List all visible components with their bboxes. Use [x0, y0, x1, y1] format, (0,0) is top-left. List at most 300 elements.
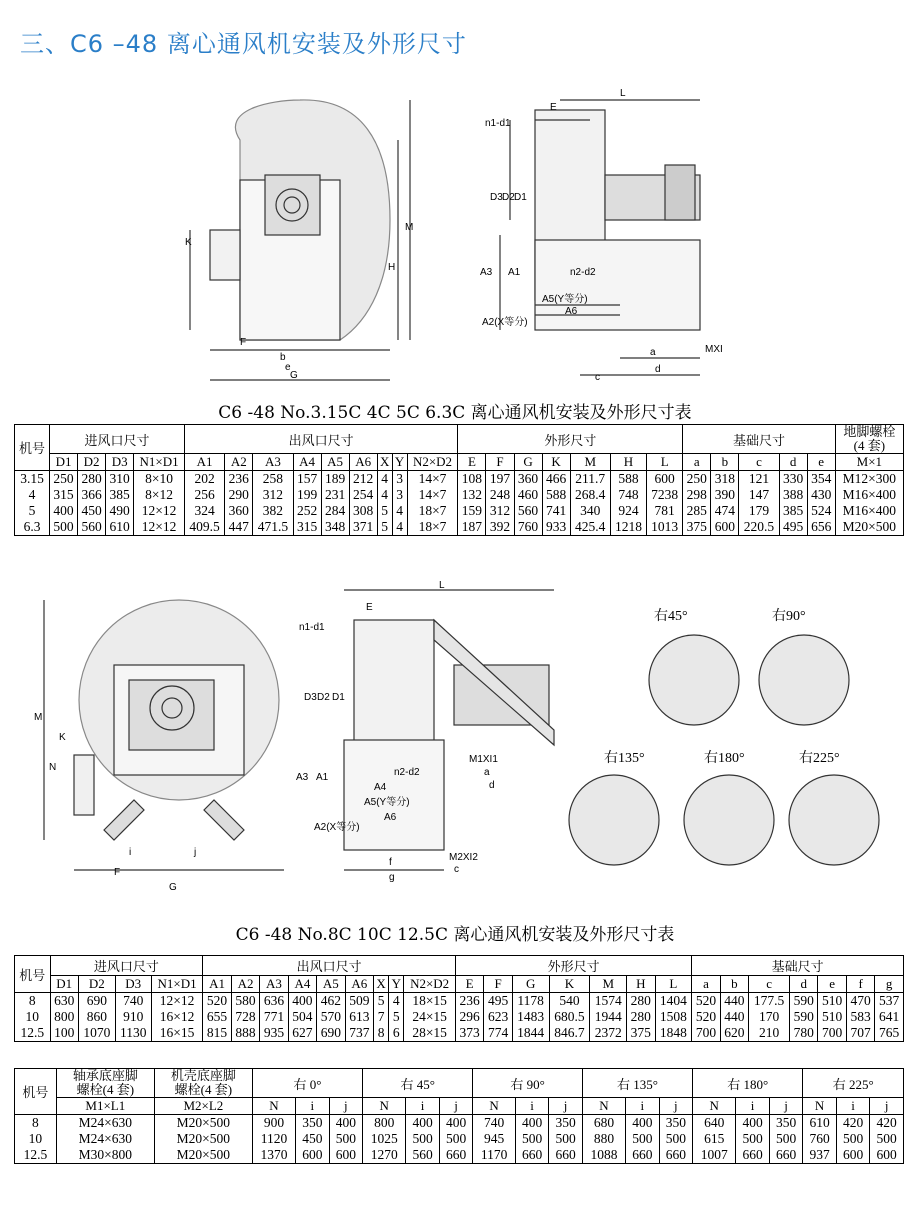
- table1-cell: 308: [353, 503, 374, 518]
- table1-column-cell: [711, 471, 739, 536]
- fig2-label-m: M: [34, 712, 43, 723]
- fig2-label-d3: D3: [304, 692, 317, 703]
- t3-header-casing-bolt: 机壳底座脚 螺栓(4 套): [154, 1069, 252, 1098]
- table2-cell: 16×15: [159, 1025, 195, 1040]
- table3-cell: 1170: [480, 1147, 508, 1162]
- table2-cell: 641: [879, 1009, 900, 1024]
- table3-cell: 800: [374, 1115, 395, 1130]
- table3-cell: M24×630: [78, 1115, 133, 1130]
- table1-cell: 385: [109, 487, 130, 502]
- table2-cell: 680.5: [554, 1009, 585, 1024]
- table1-column-cell: [134, 471, 185, 536]
- fig2-label-j: j: [194, 847, 197, 858]
- table1-column-cell: [458, 471, 486, 536]
- table2-cell: 4: [392, 993, 400, 1008]
- table2-cell: 613: [349, 1009, 370, 1024]
- table2-cell: 690: [86, 993, 107, 1008]
- table1-column-cell: [377, 471, 392, 536]
- table2-cell: 1844: [517, 1025, 545, 1040]
- table1-cell: 159: [461, 503, 483, 518]
- fig1-label-d3: D3: [490, 192, 503, 203]
- table1-cell: 256: [194, 487, 215, 502]
- table1-subheader: N1×D1: [134, 454, 185, 471]
- table3-column-cell: [693, 1115, 736, 1164]
- table3-cell: M20×500: [176, 1115, 231, 1130]
- fan-drawing-small-models: [180, 80, 740, 390]
- table1-cell: 781: [654, 503, 675, 518]
- table2-column-cell: [231, 993, 259, 1042]
- table2-subheader: E: [455, 976, 483, 993]
- table1-cell: 330: [783, 471, 804, 486]
- table3-column-cell: [329, 1115, 363, 1164]
- table3-subheader: M1×L1: [56, 1098, 154, 1115]
- table2-cell: 537: [879, 993, 900, 1008]
- table3-column-cell: [56, 1115, 154, 1164]
- fan-drawing-large-models: [14, 580, 904, 910]
- fig1-label-mxi: MXI: [705, 344, 723, 355]
- fig1-label-l: L: [620, 88, 626, 99]
- table1-cell: 179: [748, 503, 770, 518]
- fig2-label-c: c: [454, 864, 459, 875]
- table2-subheader: M: [590, 976, 627, 993]
- table3-subheader: N: [363, 1098, 406, 1115]
- table1-cell: 741: [545, 503, 567, 518]
- table3-cell: 1088: [590, 1147, 618, 1162]
- table1-cell: 268.4: [575, 487, 606, 502]
- table1-cell: 400: [53, 503, 74, 518]
- fig2-label-a1: A1: [316, 772, 329, 783]
- table1-cell: 600: [714, 519, 735, 534]
- table1-cell: 371: [353, 519, 374, 534]
- table2-subheader: A2: [231, 976, 259, 993]
- table1-cell: 14×7: [418, 471, 447, 486]
- table3-subheader: i: [515, 1098, 549, 1115]
- table2-cell: 462: [320, 993, 341, 1008]
- table3-subheader: N: [803, 1098, 837, 1115]
- table1-cell: 354: [811, 471, 832, 486]
- table3-machine-no: 10: [28, 1131, 43, 1146]
- table1-cell: 3: [396, 487, 403, 502]
- table3-cell: 500: [842, 1131, 864, 1146]
- table2-subheader: Y: [389, 976, 404, 993]
- table2: [14, 955, 904, 1042]
- table1-cell: 409.5: [189, 519, 220, 534]
- table2-cell: 774: [487, 1025, 509, 1040]
- table2-subheader: A1: [203, 976, 231, 993]
- table2-cell: 5: [392, 1009, 400, 1024]
- table1-cell: 290: [228, 487, 249, 502]
- table3-cell: 350: [665, 1115, 686, 1130]
- table1-cell: 258: [262, 471, 284, 486]
- table3-cell: 400: [632, 1115, 653, 1130]
- table1-cell: 254: [353, 487, 374, 502]
- table3-cell: 500: [742, 1131, 763, 1146]
- t1-header-outlet: 出风口尺寸: [184, 425, 457, 454]
- table3-subheader: N: [473, 1098, 516, 1115]
- table1-subheader: G: [514, 454, 542, 471]
- table1-cell: 8×12: [145, 487, 173, 502]
- table3-cell: 400: [521, 1115, 543, 1130]
- table1-cell: 388: [783, 487, 804, 502]
- t3-header-r135: 右 135°: [582, 1069, 692, 1098]
- table2-column-cell: [260, 993, 288, 1042]
- table1-cell: 390: [714, 487, 735, 502]
- table3-column-cell: [154, 1115, 252, 1164]
- table1-cell: 447: [228, 519, 249, 534]
- table2-cell: 170: [758, 1009, 780, 1024]
- table3-column-cell: [363, 1115, 406, 1164]
- table1-subheader: D2: [78, 454, 106, 471]
- fig2-label-d: d: [489, 780, 495, 791]
- table2-cell: 28×15: [412, 1025, 447, 1040]
- table1-cell: 248: [489, 487, 511, 502]
- table3-cell: 610: [809, 1115, 830, 1130]
- table1-column-cell: [407, 471, 458, 536]
- table1: [14, 424, 904, 536]
- table2-cell: 1070: [83, 1025, 111, 1040]
- rotation-label-225: 右225°: [799, 751, 840, 766]
- table1-subheader: a: [683, 454, 711, 471]
- table1-cell: M16×400: [842, 487, 897, 502]
- table1-cell: 748: [618, 487, 639, 502]
- table3-subheader: j: [439, 1098, 473, 1115]
- fig1-label-n1d1: n1-d1: [485, 118, 511, 129]
- table1-cell: 8×10: [145, 471, 173, 486]
- t3-header-machine: 机号: [15, 1069, 57, 1115]
- table1-cell: 231: [324, 487, 346, 502]
- fig2-label-m2xi2: M2XI2: [449, 852, 478, 863]
- table1-cell: 360: [517, 471, 539, 486]
- table3-cell: 400: [445, 1115, 467, 1130]
- table2-cell: 520: [695, 993, 717, 1008]
- table1-cell: 250: [53, 471, 74, 486]
- table3-column-cell: [582, 1115, 625, 1164]
- fig2-label-n: N: [49, 762, 57, 773]
- table2-subheader: F: [484, 976, 512, 993]
- table3-cell: 937: [809, 1147, 830, 1162]
- table1-cell: 924: [618, 503, 639, 518]
- table2-cell: 6: [392, 1025, 400, 1040]
- fig2-label-a4: A4: [374, 782, 387, 793]
- table2-cell: 737: [349, 1025, 370, 1040]
- fig2-label-g: G: [169, 882, 177, 893]
- table1-cell: 236: [228, 471, 249, 486]
- table2-cell: 1574: [594, 993, 622, 1008]
- table2-machine-no: 8: [28, 993, 36, 1008]
- fig1-label-a: a: [650, 347, 656, 358]
- table1-caption: C6 -48 No.3.15C 4C 5C 6.3C 离心通风机安装及外形尺寸表: [218, 403, 692, 423]
- table2-column-cell: [590, 993, 627, 1042]
- table1-column-cell: [225, 471, 253, 536]
- fig1-label-h: H: [388, 262, 396, 273]
- table1-cell: 4: [381, 487, 389, 502]
- table1-cell: M20×500: [842, 519, 897, 534]
- table3-cell: 880: [593, 1131, 615, 1146]
- table1-cell: 280: [81, 471, 102, 486]
- t2-header-foundation: 基础尺寸: [692, 956, 904, 976]
- table2-column-cell: [818, 993, 846, 1042]
- table1-column-cell: [78, 471, 106, 536]
- table3-machine-no: 8: [32, 1115, 39, 1130]
- table3-subheader: N: [582, 1098, 625, 1115]
- fig1-label-a2: A2(X等分): [482, 317, 528, 328]
- table3-column-cell: [296, 1115, 330, 1164]
- table2-subheader: N2×D2: [404, 976, 456, 993]
- table2-caption: C6 -48 No.8C 10C 12.5C 离心通风机安装及外形尺寸表: [235, 925, 675, 945]
- table1-cell: 7238: [651, 487, 679, 502]
- table1-cell: 466: [545, 471, 567, 486]
- table1-cell: 318: [714, 471, 735, 486]
- table3-cell: 500: [555, 1131, 576, 1146]
- table3-cell: 1007: [700, 1147, 728, 1162]
- table2-column-cell: [875, 993, 904, 1042]
- fig2-label-i: i: [129, 847, 132, 858]
- table1-subheader: A6: [349, 454, 377, 471]
- table2-cell: 24×15: [412, 1009, 447, 1024]
- table2-column-cell: [846, 993, 874, 1042]
- table1-cell: 760: [517, 519, 539, 534]
- table1-column-cell: [293, 471, 321, 536]
- table2-cell: 910: [123, 1009, 144, 1024]
- fig2-label-a: a: [484, 767, 490, 778]
- table3-cell: M20×500: [176, 1147, 231, 1162]
- table1-cell: 4: [396, 519, 403, 534]
- table3-column-cell: [549, 1115, 583, 1164]
- fig2-label-f: F: [114, 867, 121, 878]
- table3-subheader: j: [329, 1098, 363, 1115]
- table2-machine-no: 12.5: [20, 1025, 45, 1040]
- table3-subheader: i: [836, 1098, 870, 1115]
- table3-cell: 1025: [370, 1131, 398, 1146]
- table2-cell: 16×12: [159, 1009, 195, 1024]
- table2-column-cell: [627, 993, 655, 1042]
- rotation-label-180: 右180°: [704, 751, 745, 766]
- table3-column-cell: [769, 1115, 803, 1164]
- table1-cell: 471.5: [257, 519, 289, 534]
- table1-cell: 588: [618, 471, 639, 486]
- table3-cell: 660: [445, 1147, 467, 1162]
- table2-cell: 1404: [659, 993, 687, 1008]
- table3-column-cell: [659, 1115, 693, 1164]
- table3-cell: 615: [704, 1131, 725, 1146]
- table3-cell: 900: [263, 1115, 285, 1130]
- table1-cell: 199: [296, 487, 318, 502]
- fig1-label-m: M: [405, 222, 414, 233]
- table3-column-cell: [473, 1115, 516, 1164]
- table1-cell: 18×7: [418, 503, 447, 518]
- table2-subheader: A3: [260, 976, 288, 993]
- table2-subheader: a: [692, 976, 720, 993]
- table3-subheader: M2×L2: [154, 1098, 252, 1115]
- table3-cell: 450: [302, 1131, 323, 1146]
- table2-cell: 520: [206, 993, 228, 1008]
- table1-cell: M16×400: [842, 503, 897, 518]
- table2-column-cell: [151, 993, 203, 1042]
- table1-cell: 315: [296, 519, 318, 534]
- table3-cell: 500: [632, 1131, 653, 1146]
- table2-cell: 504: [292, 1009, 313, 1024]
- table3-column-cell: [626, 1115, 660, 1164]
- table3-cell: 500: [521, 1131, 543, 1146]
- table2-cell: 771: [263, 1009, 285, 1024]
- table2-column-cell: [203, 993, 231, 1042]
- table1-subheader: A5: [321, 454, 349, 471]
- table1-column-cell: [184, 471, 224, 536]
- table1-subheader: L: [647, 454, 683, 471]
- table3-cell: 945: [483, 1131, 505, 1146]
- table1-column-cell: [514, 471, 542, 536]
- table1-cell: 385: [783, 503, 804, 518]
- fig2-label-g-mid: g: [389, 872, 395, 883]
- table3-cell: 600: [302, 1147, 323, 1162]
- table2-subheader: D2: [78, 976, 115, 993]
- table2-column-cell: [288, 993, 316, 1042]
- table1-cell: 392: [489, 519, 511, 534]
- table2-cell: 627: [292, 1025, 313, 1040]
- t2-header-machine: 机号: [15, 956, 51, 993]
- table1-column-cell: [647, 471, 683, 536]
- table2-cell: 740: [123, 993, 144, 1008]
- table1-subheader: K: [542, 454, 570, 471]
- table1-cell: 588: [545, 487, 567, 502]
- fig1-label-a6: A6: [565, 306, 578, 317]
- table3-cell: 350: [775, 1115, 797, 1130]
- table3-cell: 600: [335, 1147, 356, 1162]
- table2-column-cell: [512, 993, 549, 1042]
- table2-cell: 210: [758, 1025, 780, 1040]
- table2-column-cell: [455, 993, 483, 1042]
- table3-cell: 500: [412, 1131, 433, 1146]
- table2-cell: 5: [377, 993, 385, 1008]
- table3-subheader: j: [659, 1098, 693, 1115]
- table1-cell: 298: [686, 487, 707, 502]
- table2-subheader: c: [749, 976, 790, 993]
- table1-subheader: N2×D2: [407, 454, 458, 471]
- fig1-label-g: G: [290, 370, 298, 381]
- fig2-label-a2: A2(X等分): [314, 822, 360, 833]
- table1-column-cell: [835, 471, 903, 536]
- table3-subheader: j: [870, 1098, 904, 1115]
- t1-header-foundation: 基础尺寸: [683, 425, 835, 454]
- table1-machine-no: 5: [28, 503, 36, 518]
- table1-column-cell: [392, 471, 407, 536]
- t3-header-bearing-bolt: 轴承底座脚 螺栓(4 套): [56, 1069, 154, 1098]
- table1-cell: 382: [262, 503, 284, 518]
- table1-cell: 132: [461, 487, 483, 502]
- t2-header-inlet: 进风口尺寸: [50, 956, 203, 976]
- table2-cell: 1483: [517, 1009, 545, 1024]
- table1-subheader: F: [486, 454, 514, 471]
- table1-cell: 600: [654, 471, 675, 486]
- table1-column-cell: [50, 471, 78, 536]
- table2-column-cell: [345, 993, 373, 1042]
- table3-subheader: j: [769, 1098, 803, 1115]
- t3-header-r180: 右 180°: [693, 1069, 803, 1098]
- table3-cell: 1270: [370, 1147, 398, 1162]
- table1-cell: 500: [53, 519, 74, 534]
- table3-column-cell: [836, 1115, 870, 1164]
- table3-column-cell: [736, 1115, 770, 1164]
- table2-cell: 630: [54, 993, 75, 1008]
- table2-subheader: e: [818, 976, 846, 993]
- table2-subheader: K: [549, 976, 590, 993]
- table2-cell: 2372: [594, 1025, 622, 1040]
- table1-cell: 460: [517, 487, 539, 502]
- table1-cell: 310: [109, 471, 130, 486]
- table2-cell: 18×15: [412, 993, 447, 1008]
- table3-cell: M24×630: [78, 1131, 133, 1146]
- t3-header-r45: 右 45°: [363, 1069, 473, 1098]
- table3-subheader: N: [693, 1098, 736, 1115]
- table1-cell: 189: [324, 471, 346, 486]
- table1-cell: 14×7: [418, 487, 447, 502]
- table2-subheader: A6: [345, 976, 373, 993]
- fig1-label-a5: A5(Y等分): [542, 294, 588, 305]
- table3-cell: 400: [742, 1115, 763, 1130]
- t3-header-r90: 右 90°: [473, 1069, 583, 1098]
- rotation-label-45: 右45°: [654, 609, 688, 624]
- table1-cell: M12×300: [842, 471, 897, 486]
- table3-cell: 350: [555, 1115, 576, 1130]
- table2-subheader: N1×D1: [151, 976, 203, 993]
- table1-machine-no: 6.3: [23, 519, 41, 534]
- table1-column-cell: [610, 471, 646, 536]
- table1-cell: 202: [194, 471, 215, 486]
- table3-subheader: i: [406, 1098, 440, 1115]
- table1-cell: 312: [262, 487, 284, 502]
- table3-cell: 660: [555, 1147, 576, 1162]
- t3-header-r225: 右 225°: [803, 1069, 904, 1098]
- table1-cell: 12×12: [141, 519, 177, 534]
- table1-cell: 425.4: [575, 519, 606, 534]
- table3-cell: 500: [665, 1131, 686, 1146]
- table2-cell: 636: [263, 993, 285, 1008]
- table3-subheader: j: [549, 1098, 583, 1115]
- table2-subheader: D3: [115, 976, 151, 993]
- table1-cell: 18×7: [418, 519, 447, 534]
- table3-column-cell: [803, 1115, 837, 1164]
- table3-cell: 660: [742, 1147, 763, 1162]
- table2-cell: 935: [263, 1025, 285, 1040]
- table2-cell: 440: [724, 1009, 745, 1024]
- table1-cell: 348: [324, 519, 346, 534]
- table2-column-cell: [389, 993, 404, 1042]
- table2-cell: 373: [459, 1025, 480, 1040]
- table2-cell: 888: [235, 1025, 256, 1040]
- table3-cell: 660: [521, 1147, 543, 1162]
- t3-header-r0: 右 0°: [252, 1069, 362, 1098]
- table3-cell: 400: [412, 1115, 433, 1130]
- table1-column-cell: [542, 471, 570, 536]
- table1-subheader: D3: [106, 454, 134, 471]
- table2-cell: 728: [235, 1009, 256, 1024]
- table1-column-cell: [253, 471, 293, 536]
- table2-subheader: X: [374, 976, 389, 993]
- table2-cell: 520: [695, 1009, 717, 1024]
- section-title: 三、C6 –48 离心通风机安装及外形尺寸: [20, 30, 467, 58]
- table1-cell: 147: [748, 487, 770, 502]
- table3-cell: 600: [876, 1147, 897, 1162]
- table3-cell: 600: [842, 1147, 864, 1162]
- fig2-label-n1d1: n1-d1: [299, 622, 325, 633]
- table2-cell: 8: [377, 1025, 385, 1040]
- t1-header-inlet: 进风口尺寸: [50, 425, 185, 454]
- table1-subheader: e: [807, 454, 835, 471]
- table1-cell: 250: [686, 471, 707, 486]
- table1-column-cell: [106, 471, 134, 536]
- table3-cell: 660: [775, 1147, 797, 1162]
- table2-column-cell: [50, 993, 78, 1042]
